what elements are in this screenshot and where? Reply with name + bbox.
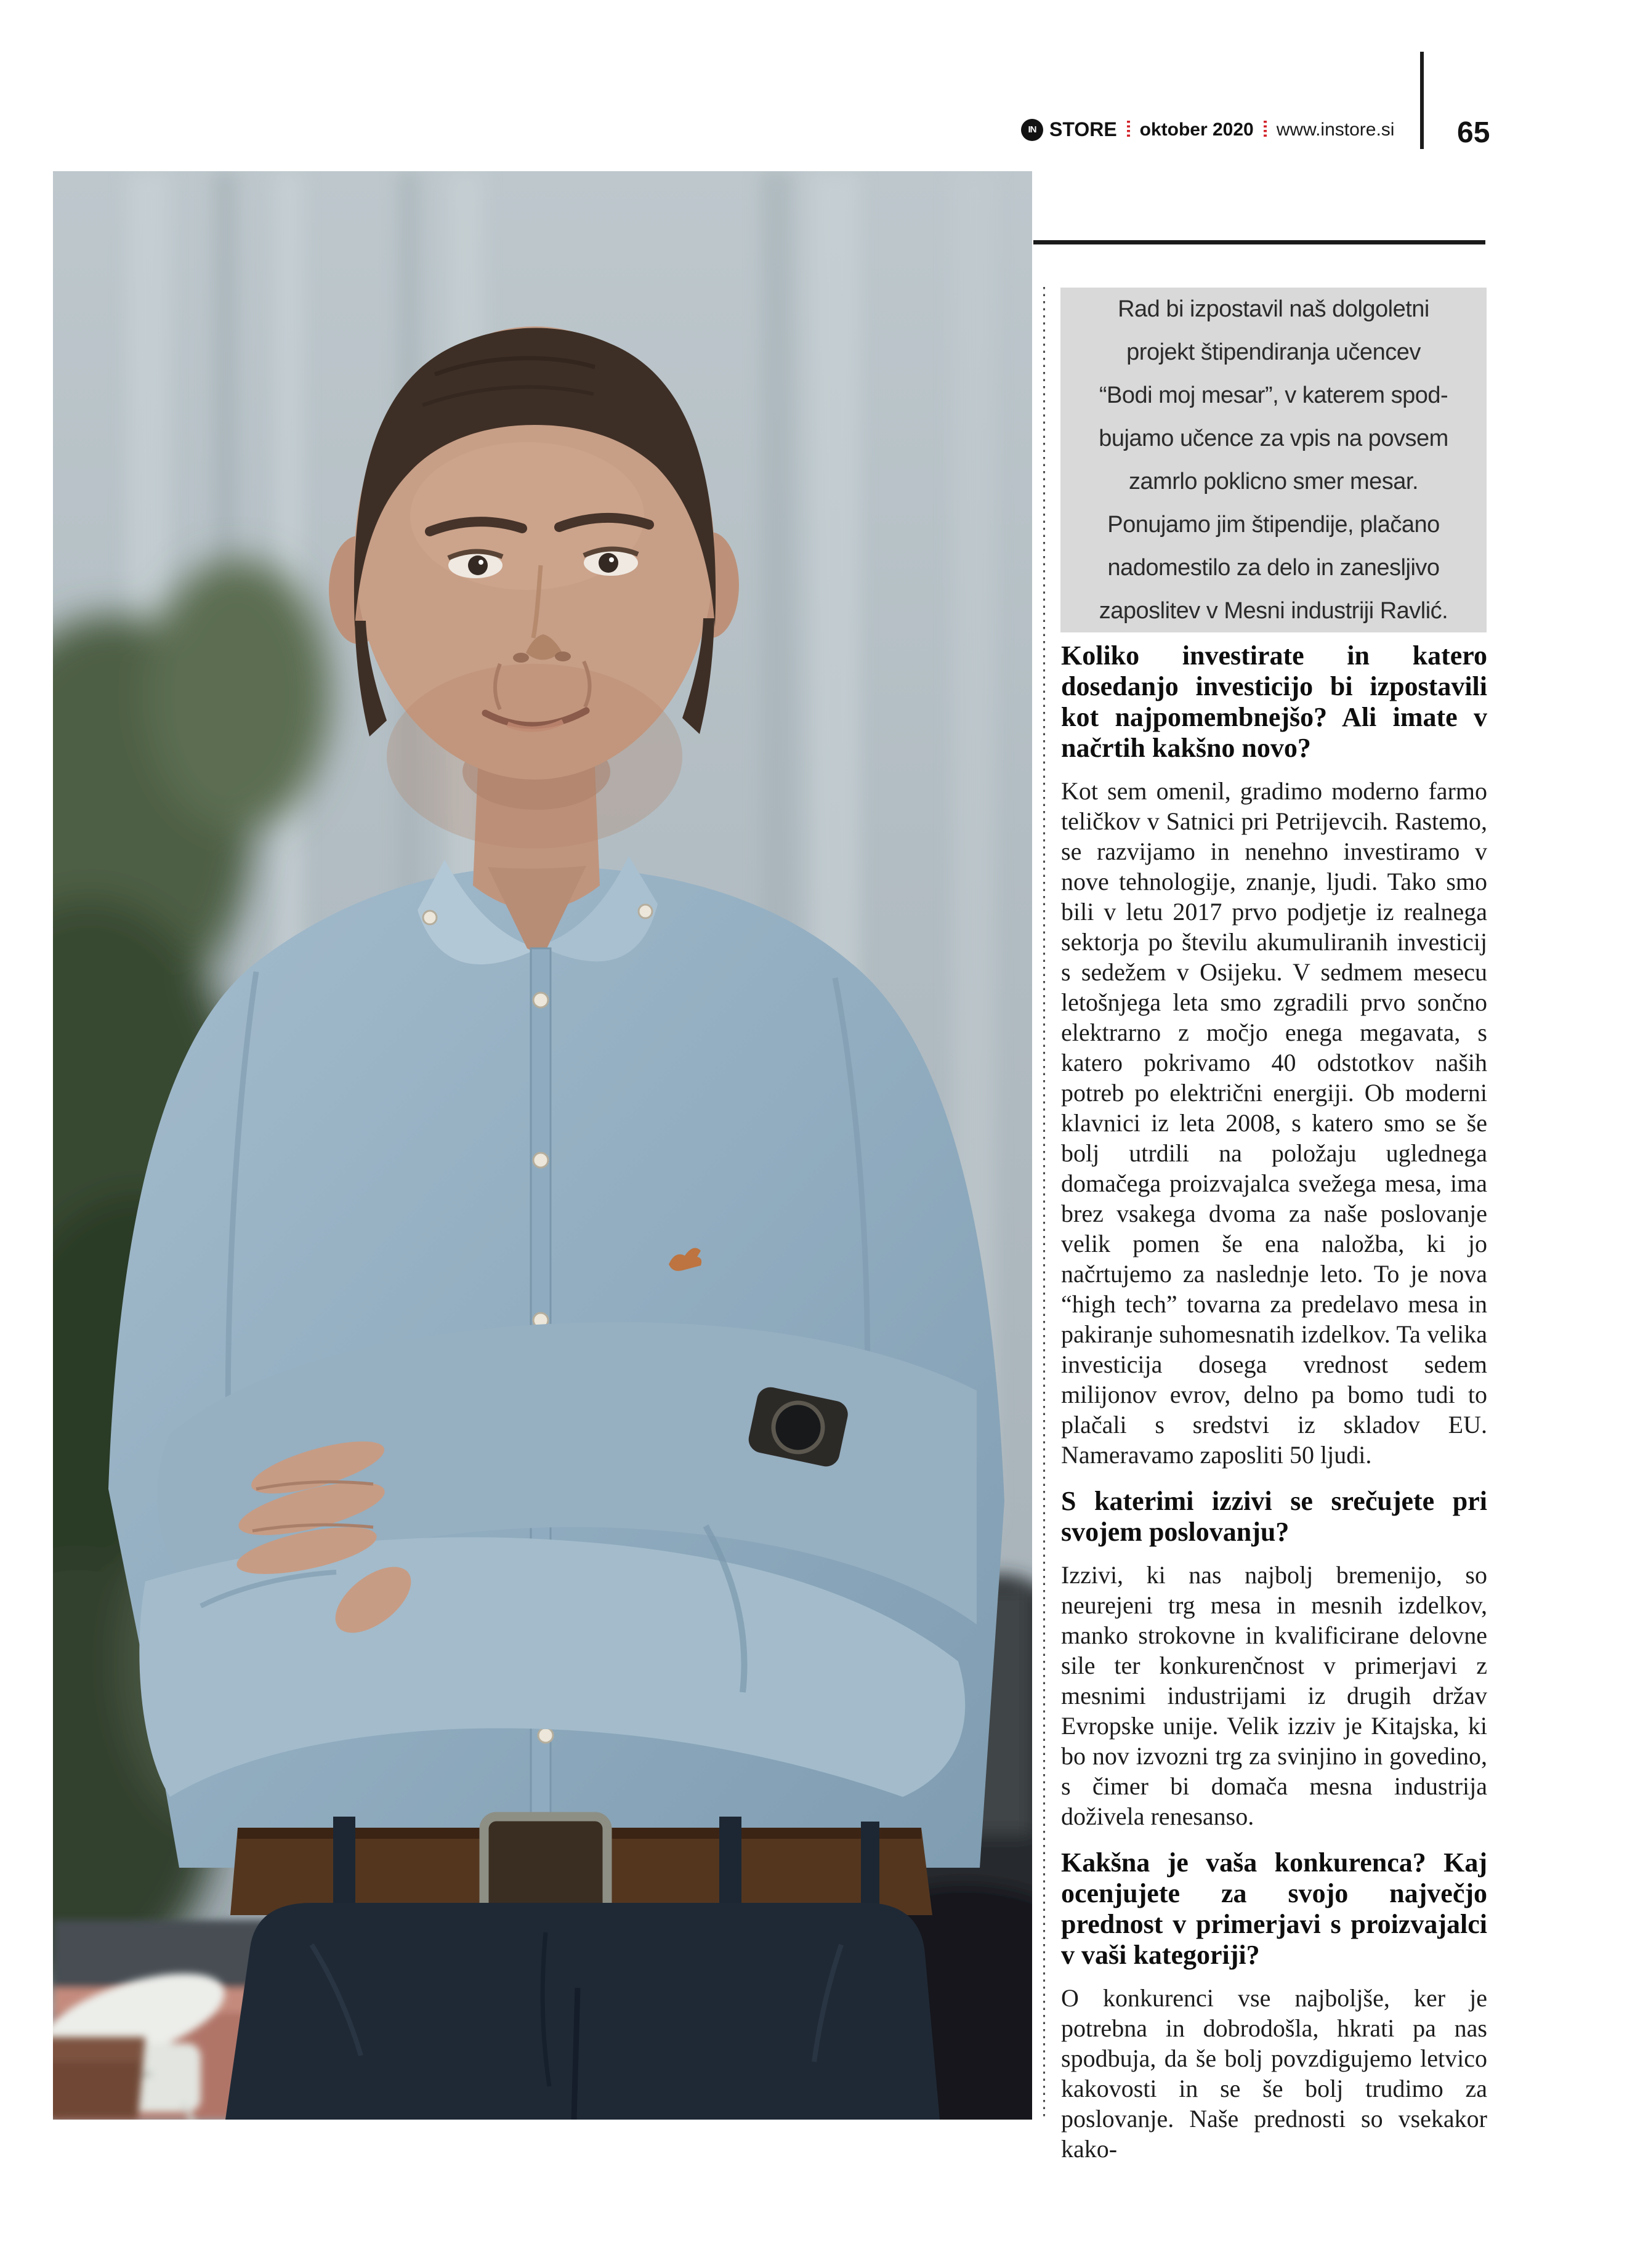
interview-answer: Kot sem omenil, gradimo moderno farmo teličkov v Satnici pri Petrijevcih. Rastemo, se razvijamo in nenehno investiramo v nove tehnologije, znanje, ljudi. Tako smo bili v letu 2017 prvo podjetje iz realnega sektorja po številu akumuliranih investicij s sedežem v Osijeku. V sedmem mesecu letošnjega leta smo zgradili prvo sončno elektrarno z močjo enega megavata, s katero pokrivamo 40 odstotkov naših potreb po električni energiji. Ob moderni klavnici iz leta 2008, s katero smo se še bolj utrdili na položaju uglednega domačega proizvajalca svežega mesa, ima brez vsakega dvoma za naše poslovanje velik pomen še ena naložba, ki jo načrtujemo za naslednje leto. To je nova “high tech” tovarna za predelavo mesa in pakiranje suhomesnatih izdelkov. Ta velika investicija dosega vrednost sedem milijonov evrov, delno pa bomo tudi to plačali s sredstvi iz skladov EU. Nameravamo zaposliti 50 ljudi. <box>1061 777 1487 1469</box>
section-rule <box>1033 240 1485 244</box>
instore-logo-icon: IN <box>1021 119 1043 141</box>
pull-quote-line: bujamo učence za vpis na povsem <box>1099 426 1448 451</box>
shirt-button <box>533 993 548 1007</box>
interview-question: Koliko investirate in katero dosedanjo investicijo bi izpostavili kot najpomembnejšo? Ali imate v načrtih kakšno novo? <box>1061 640 1487 763</box>
page-number-rule <box>1420 52 1424 149</box>
pull-quote-line: “Bodi moj mesar”, v katerem spod- <box>1099 382 1448 408</box>
magazine-title: STORE <box>1049 118 1117 140</box>
website-url: www.instore.si <box>1276 119 1395 140</box>
dotted-column-divider <box>1043 287 1045 2120</box>
magazine-masthead <box>1021 118 1394 141</box>
page-number: 65 <box>1457 116 1490 149</box>
shirt-button <box>533 1153 548 1168</box>
cardboard-box <box>53 2037 145 2120</box>
pull-quote-line: zamrlo poklicno smer mesar. <box>1128 469 1419 494</box>
interview-column <box>1061 640 1487 2164</box>
issue-date: oktober 2020 <box>1139 119 1254 140</box>
portrait-photo <box>53 171 1032 2120</box>
trousers <box>225 1903 940 2120</box>
pull-quote-line: projekt štipendiranja učencev <box>1126 339 1421 365</box>
pull-quote-box <box>1060 288 1487 632</box>
pull-quote-line: nadomestilo za delo in zanesljivo <box>1107 555 1440 581</box>
interview-question: Kakšna je vaša konkurenca? Kaj ocenjujete za svojo največjo prednost v primerjavi s proizvajalci v vaši kategoriji? <box>1061 1847 1487 1970</box>
interview-answer: O konkurenci vse najboljše, ker je potrebna in dobrodošla, hkrati pa nas spodbuja, da še bolj povzdigujemo letvico kakovosti in se še bolj trudimo za poslovanje. Naše prednosti so vsekakor kako- <box>1061 1984 1487 2163</box>
interview-answer: Izzivi, ki nas najbolj bremenijo, so neurejeni trg mesa in mesnih izdelkov, manko strokovne in kvalificirane delovne sile ter konkurenčnost v primerjavi z mesnimi industrijami iz drugih držav Evropske unije. Velik izziv je Kitajska, ki bo nov izvozni trg za svinjino in govedino, s čimer bi domača mesna industrija doživela renesanso. <box>1061 1561 1487 1830</box>
interview-question: S katerimi izzivi se srečujete pri svojem poslovanju? <box>1061 1486 1487 1547</box>
portrait-illustration <box>53 171 1032 2120</box>
dotted-separator-icon <box>1127 121 1130 139</box>
shirt-button <box>538 1728 553 1743</box>
dotted-separator-icon <box>1264 121 1267 139</box>
pull-quote-line: zaposlitev v Mesni industriji Ravlić. <box>1099 598 1448 624</box>
pull-quote-line: Ponujamo jim štipendije, plačano <box>1107 512 1440 538</box>
pull-quote-line: Rad bi izpostavil naš dolgoletni <box>1118 296 1429 322</box>
